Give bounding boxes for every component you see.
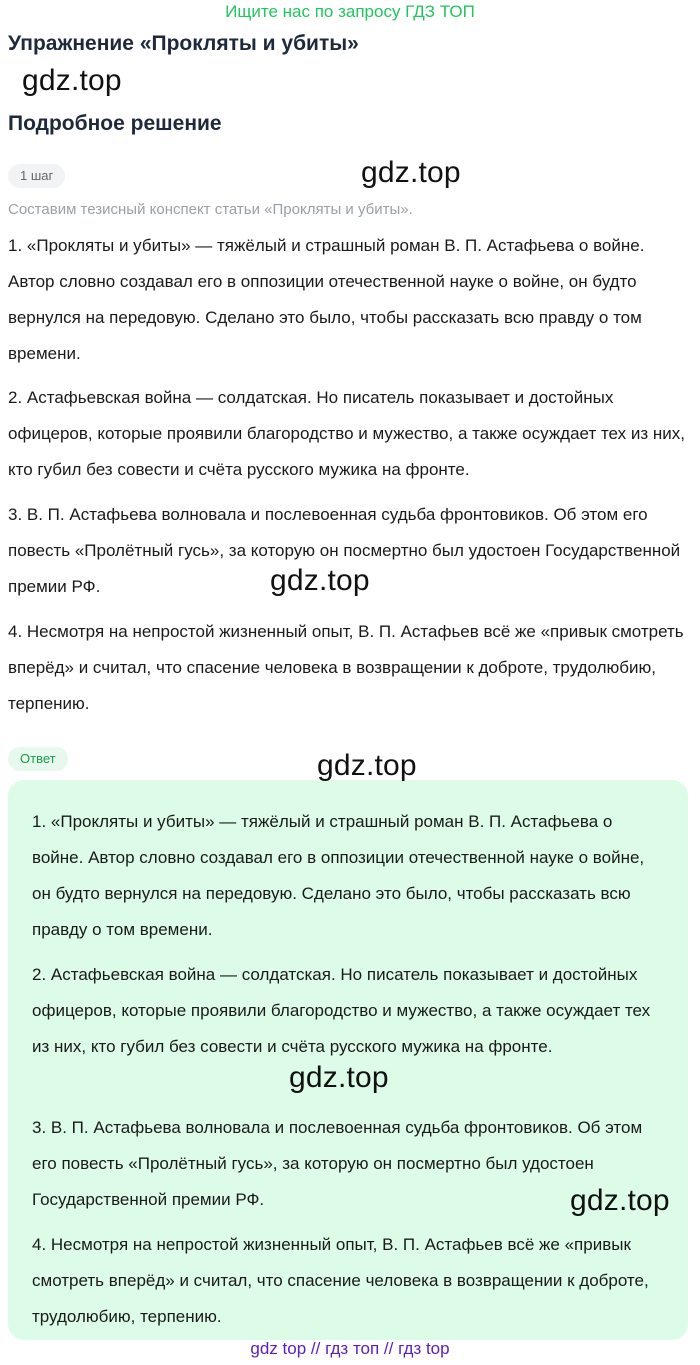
- section-title: Подробное решение: [8, 112, 222, 135]
- watermark: gdz.top: [361, 156, 461, 189]
- footer-links: gdz top // гдз топ // гдз top: [250, 1339, 450, 1358]
- solution-point: 4. Несмотря на непростой жизненный опыт, В. П. Астафьев всё же «привык смотреть вперёд» и считал, что спасение человека в возвращении к доброте, трудолюбию, терпению.: [8, 622, 684, 713]
- solution-point: 3. В. П. Астафьева волновала и послевоенная судьба фронтовиков. Об этом его повесть «Пролётный гусь», за которую он посмертно был удостоен Государственной премии РФ.: [8, 505, 681, 596]
- answer-point: 1. «Прокляты и убиты» — тяжёлый и страшный роман В. П. Астафьева о войне. Автор словно создавал его в оппозиции отечественной науке о войне, он будто вернулся на передовую. Сделано это было, чтобы рассказать всю правду о том времени.: [32, 812, 645, 939]
- watermark: gdz.top: [270, 564, 370, 597]
- intro-text: Составим тезисный конспект статьи «Прокляты и убиты».: [8, 201, 413, 218]
- watermark: gdz.top: [317, 749, 417, 782]
- answer-point: 4. Несмотря на непростой жизненный опыт, В. П. Астафьев всё же «привык смотреть вперёд» и считал, что спасение человека в возвращении к доброте, трудолюбию, терпению.: [32, 1235, 649, 1326]
- answer-point: 3. В. П. Астафьева волновала и послевоенная судьба фронтовиков. Об этом его повесть «Пролётный гусь», за которую он посмертно был удостоен Государственной премии РФ.: [32, 1118, 643, 1209]
- top-banner: Ищите нас по запросу ГДЗ ТОП: [225, 2, 475, 21]
- watermark: gdz.top: [289, 1061, 389, 1094]
- answer-point: 2. Астафьевская война — солдатская. Но писатель показывает и достойных офицеров, которые проявили благородство и мужество, а также осуждает тех из них, кто губил без совести и счёта русского мужика на фронте.: [32, 965, 651, 1056]
- answer-badge: Ответ: [8, 747, 68, 771]
- solution-point: 2. Астафьевская война — солдатская. Но писатель показывает и достойных офицеров, которые проявили благородство и мужество, а также осуждает тех из них, кто губил без совести и счёта русского мужика на фронте.: [8, 388, 685, 479]
- step-badge: 1 шаг: [8, 164, 65, 188]
- solution-point: 1. «Прокляты и убиты» — тяжёлый и страшный роман В. П. Астафьева о войне. Автор словно создавал его в оппозиции отечественной науке о войне, он будто вернулся на передовую. Сделано это было, чтобы рассказать всю правду о том времени.: [8, 236, 645, 363]
- watermark: gdz.top: [22, 64, 122, 97]
- watermark: gdz.top: [570, 1184, 670, 1217]
- exercise-title: Упражнение «Прокляты и убиты»: [8, 32, 359, 55]
